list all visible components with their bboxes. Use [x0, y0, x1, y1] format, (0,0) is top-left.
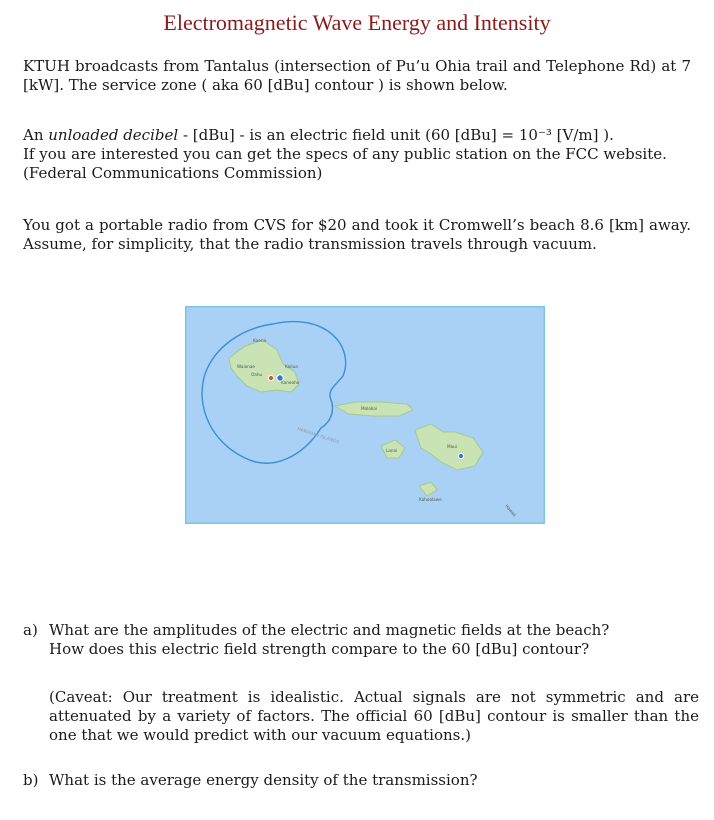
map-label-hawaii: Hawaii — [504, 503, 518, 518]
map-label-maui: Maui — [447, 444, 457, 449]
units-term: unloaded decibel — [48, 126, 179, 144]
scenario-paragraph — [23, 216, 691, 254]
map-label-molokai: Molokai — [361, 406, 377, 411]
map-label-kaena: Kaena — [253, 338, 267, 343]
question-a-line2: How does this electric field strength compare to the 60 [dBu] contour? — [49, 640, 590, 658]
hawaiian-islands-label: HAWAIIAN ISLANDS — [296, 427, 340, 446]
maui-marker-icon — [458, 453, 463, 458]
map-label-kahoolawe: Kahoolawe — [419, 497, 442, 502]
intro-paragraph — [23, 57, 691, 95]
map-label-kailua: Kailua — [285, 364, 298, 369]
question-a-line1: What are the amplitudes of the electric and magnetic fields at the beach? — [49, 621, 610, 639]
page-title: Electromagnetic Wave Energy and Intensity — [163, 10, 551, 35]
units-fcc-name: (Federal Communications Commission) — [23, 164, 323, 182]
question-a — [23, 621, 703, 659]
units-paragraph — [23, 126, 691, 183]
question-b-label: b) — [23, 771, 39, 789]
map-label-waianae: Waianae — [237, 364, 255, 369]
question-a-label: a) — [23, 621, 38, 639]
service-zone-map — [185, 306, 545, 524]
units-fcc-line: If you are interested you can get the specs of any public station on the FCC website. — [23, 145, 667, 163]
map-label-oahu: Oahu — [251, 372, 263, 377]
beach-marker-icon — [268, 375, 273, 380]
intro-text: KTUH broadcasts from Tantalus (intersection of Pu’u Ohia trail and Telephone Rd) at 7 [kW]. The service zone ( aka 60 [dBu] contour ) is shown below. — [23, 57, 691, 94]
units-definition — [23, 126, 691, 145]
map-label-lanai: Lanai — [386, 448, 398, 453]
question-b — [23, 771, 703, 790]
units-prefix: An — [23, 126, 49, 144]
caveat-note: (Caveat: Our treatment is idealistic. Actual signals are not symmetric and are attenuated by a variety of factors. The official 60 [dBu] contour is smaller than the one that we would predict with our vacuum equations.) — [49, 688, 699, 744]
map-label-kaneohe: Kaneohe — [281, 380, 300, 385]
units-rest: - [dBu] - is an electric field unit (60 [dBu] = 10⁻³ [V/m] ). — [178, 126, 614, 144]
question-b-line1: What is the average energy density of the transmission? — [49, 771, 478, 789]
scenario-text: You got a portable radio from CVS for $20 and took it Cromwell’s beach 8.6 [km] away. Assume, for simplicity, that the radio transmission travels through vacuum. — [23, 216, 691, 253]
